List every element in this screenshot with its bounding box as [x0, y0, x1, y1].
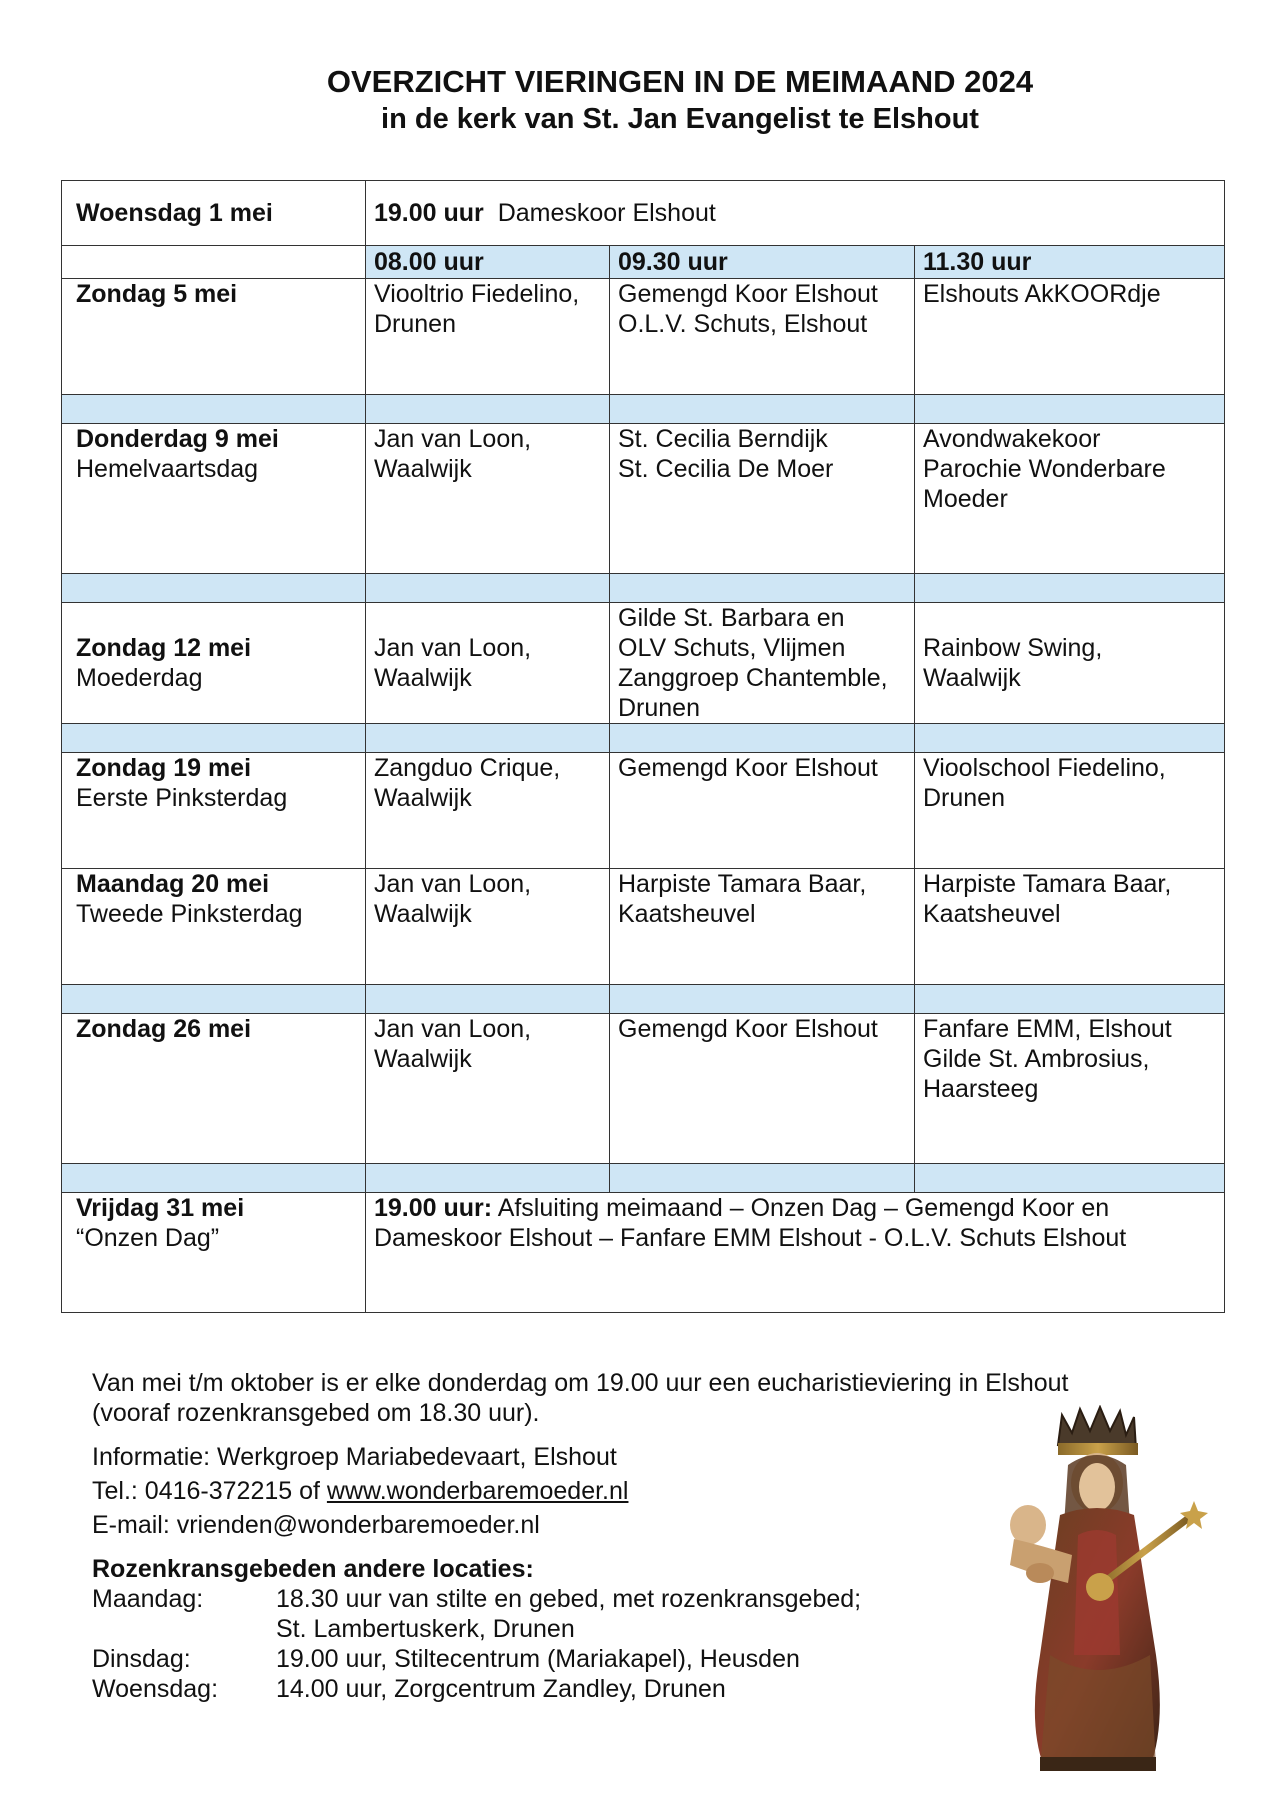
- separator-cell: [366, 1164, 610, 1193]
- separator-cell: [610, 985, 915, 1014]
- table-row: [62, 869, 1225, 985]
- cell-line: Waalwijk: [374, 900, 472, 928]
- info-text: Van mei t/m oktober is er elke donderdag om 19.00 uur een eucharistieviering in Elshout: [92, 1369, 1069, 1397]
- separator-row: [62, 724, 1225, 753]
- slot-0930-cell: [610, 753, 915, 869]
- day-sub: Hemelvaartsdag: [76, 455, 259, 483]
- table-row: [62, 181, 1225, 246]
- separator-row: [62, 985, 1225, 1014]
- table-row: [62, 1193, 1225, 1313]
- time-header: 11.30 uur: [915, 246, 1225, 279]
- cell-line: Gilde St. Barbara en: [618, 604, 845, 632]
- slot-1130-cell: [915, 1014, 1225, 1164]
- cell-line: Zanggroep Chantemble,: [618, 664, 888, 692]
- location-day: Dinsdag:: [92, 1645, 191, 1673]
- cell-line: Vioolschool Fiedelino,: [923, 754, 1166, 782]
- table-row: [62, 1014, 1225, 1164]
- separator-cell: [610, 724, 915, 753]
- cell-line: Drunen: [923, 784, 1005, 812]
- day-label: Zondag 26 mei: [76, 1015, 252, 1043]
- cell-line: Jan van Loon,: [374, 870, 532, 898]
- cell-line: Viooltrio Fiedelino,: [374, 280, 580, 308]
- separator-cell: [62, 724, 366, 753]
- cell-line: Rainbow Swing,: [923, 634, 1103, 662]
- cell-line: O.L.V. Schuts, Elshout: [618, 310, 868, 338]
- info-contact: Informatie: Werkgroep Mariabedevaart, Elshout: [92, 1443, 617, 1471]
- slot-0930-cell: [610, 424, 915, 574]
- separator-cell: [915, 574, 1225, 603]
- time-label: 19.00 uur:: [374, 1194, 493, 1222]
- cell-line: Waalwijk: [374, 784, 472, 812]
- cell-line: St. Cecilia Berndijk: [618, 425, 828, 453]
- day-label: Zondag 19 mei: [76, 754, 252, 782]
- slot-1130-cell: [915, 869, 1225, 985]
- schedule-table: [61, 180, 1225, 1313]
- separator-cell: [366, 724, 610, 753]
- day-label: Zondag 5 mei: [76, 280, 238, 308]
- day-label: Zondag 12 mei: [76, 634, 252, 662]
- cell-line: Moeder: [923, 485, 1008, 513]
- service-text: Afsluiting meimaand – Onzen Dag – Gemengd Koor en: [497, 1194, 1110, 1222]
- cell-line: Parochie Wonderbare: [923, 455, 1166, 483]
- madonna-statue-image: [980, 1405, 1220, 1775]
- cell-line: Avondwakekoor: [923, 425, 1101, 453]
- slot-1130-cell: [915, 603, 1225, 724]
- day-cell: [62, 869, 366, 985]
- slot-0930-cell: [610, 279, 915, 395]
- separator-cell: [366, 395, 610, 424]
- cell-line: Gilde St. Ambrosius,: [923, 1045, 1150, 1073]
- day-sub: Tweede Pinksterdag: [76, 900, 303, 928]
- choir-label: Dameskoor Elshout: [497, 199, 716, 227]
- time-label: 19.00 uur: [374, 199, 484, 227]
- day-cell: [62, 603, 366, 724]
- location-day: Maandag:: [92, 1585, 204, 1613]
- cell-line: Fanfare EMM, Elshout: [923, 1015, 1172, 1043]
- cell-line: Waalwijk: [374, 664, 472, 692]
- separator-cell: [62, 985, 366, 1014]
- slot-0800-cell: [366, 424, 610, 574]
- separator-row: [62, 395, 1225, 424]
- slot-0930-cell: [610, 603, 915, 724]
- cell-line: Zangduo Crique,: [374, 754, 561, 782]
- separator-cell: [62, 1164, 366, 1193]
- cell-line: Elshouts AkKOORdje: [923, 280, 1161, 308]
- day-label: Vrijdag 31 mei: [76, 1194, 245, 1222]
- phone-text: Tel.: 0416-372215 of: [92, 1477, 327, 1505]
- cell-line: Jan van Loon,: [374, 1015, 532, 1043]
- table-row: [62, 279, 1225, 395]
- day-sub: Eerste Pinksterdag: [76, 784, 288, 812]
- slot-0930-cell: [610, 869, 915, 985]
- cell-line: Harpiste Tamara Baar,: [618, 870, 867, 898]
- slot-0930-cell: [610, 1014, 915, 1164]
- separator-row: [62, 574, 1225, 603]
- separator-row: [62, 1164, 1225, 1193]
- separator-cell: [610, 1164, 915, 1193]
- separator-cell: [915, 724, 1225, 753]
- slot-0800-cell: [366, 1014, 610, 1164]
- cell-line: Jan van Loon,: [374, 425, 532, 453]
- slot-1130-cell: [915, 279, 1225, 395]
- cell-line: Gemengd Koor Elshout: [618, 1015, 878, 1043]
- time-header-row: [62, 246, 1225, 279]
- slot-1130-cell: [915, 753, 1225, 869]
- separator-cell: [610, 395, 915, 424]
- day-cell: [62, 753, 366, 869]
- day-cell: [62, 279, 366, 395]
- service-cell: [366, 1193, 1225, 1313]
- cell-line: Jan van Loon,: [374, 634, 532, 662]
- cell-line: Harpiste Tamara Baar,: [923, 870, 1172, 898]
- table-row: [62, 603, 1225, 724]
- day-sub: “Onzen Dag”: [76, 1224, 220, 1252]
- day-cell: [62, 424, 366, 574]
- cell-line: Drunen: [618, 694, 700, 722]
- cell-line: Kaatsheuvel: [923, 900, 1061, 928]
- slot-1130-cell: [915, 424, 1225, 574]
- header-blank: [62, 246, 366, 279]
- separator-cell: [915, 1164, 1225, 1193]
- cell-line: OLV Schuts, Vlijmen: [618, 634, 846, 662]
- slot-0800-cell: [366, 869, 610, 985]
- location-text: 18.30 uur van stilte en gebed, met rozenkransgebed;: [276, 1585, 862, 1613]
- separator-cell: [366, 985, 610, 1014]
- cell-line: Kaatsheuvel: [618, 900, 756, 928]
- cell-line: Waalwijk: [374, 455, 472, 483]
- location-day: [92, 1614, 276, 1644]
- table-row: [62, 424, 1225, 574]
- cell-line: Gemengd Koor Elshout: [618, 280, 878, 308]
- location-text: 14.00 uur, Zorgcentrum Zandley, Drunen: [276, 1675, 726, 1703]
- day-cell: [62, 1193, 366, 1313]
- page-subtitle: in de kerk van St. Jan Evangelist te Elshout: [381, 103, 979, 135]
- separator-cell: [915, 395, 1225, 424]
- separator-cell: [62, 395, 366, 424]
- day-cell: Woensdag 1 mei: [62, 181, 366, 246]
- cell-line: Waalwijk: [923, 664, 1021, 692]
- separator-cell: [62, 574, 366, 603]
- cell-line: Waalwijk: [374, 1045, 472, 1073]
- info-email: E-mail: vrienden@wonderbaremoeder.nl: [92, 1511, 540, 1539]
- day-label: Maandag 20 mei: [76, 870, 270, 898]
- service-text: Dameskoor Elshout – Fanfare EMM Elshout - O.L.V. Schuts Elshout: [374, 1224, 1127, 1252]
- website-link[interactable]: www.wonderbaremoeder.nl: [326, 1477, 629, 1505]
- page-title: OVERZICHT VIERINGEN IN DE MEIMAAND 2024: [326, 64, 1034, 99]
- info-text: (vooraf rozenkransgebed om 18.30 uur).: [92, 1399, 540, 1427]
- cell-line: Drunen: [374, 310, 456, 338]
- service-cell: [366, 181, 1225, 246]
- locations-title: Rozenkransgebeden andere locaties:: [92, 1555, 534, 1583]
- day-sub: Moederdag: [76, 664, 203, 692]
- slot-0800-cell: [366, 753, 610, 869]
- time-header: 09.30 uur: [610, 246, 915, 279]
- separator-cell: [610, 574, 915, 603]
- separator-cell: [915, 985, 1225, 1014]
- location-day: Woensdag:: [92, 1675, 219, 1703]
- cell-line: Haarsteeg: [923, 1075, 1039, 1103]
- slot-0800-cell: [366, 603, 610, 724]
- time-header: 08.00 uur: [366, 246, 610, 279]
- cell-line: St. Cecilia De Moer: [618, 455, 834, 483]
- location-text: 19.00 uur, Stiltecentrum (Mariakapel), Heusden: [276, 1645, 800, 1673]
- day-cell: [62, 1014, 366, 1164]
- slot-0800-cell: [366, 279, 610, 395]
- table-row: [62, 753, 1225, 869]
- separator-cell: [366, 574, 610, 603]
- day-label: Donderdag 9 mei: [76, 425, 279, 453]
- cell-line: Gemengd Koor Elshout: [618, 754, 878, 782]
- location-text: St. Lambertuskerk, Drunen: [276, 1615, 575, 1643]
